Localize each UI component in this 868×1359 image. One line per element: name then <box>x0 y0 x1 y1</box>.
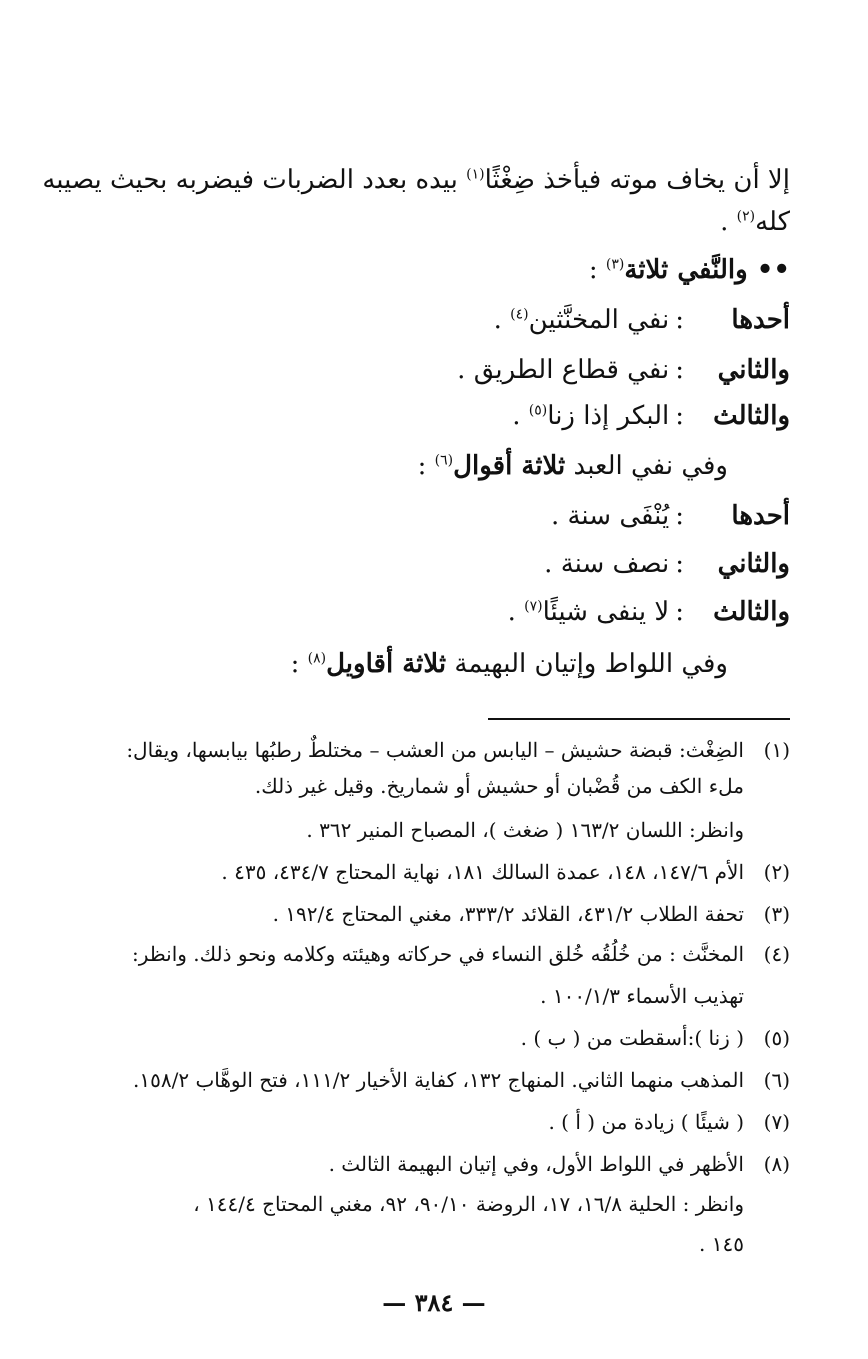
list-item <box>544 544 790 584</box>
footnote-5 <box>521 1023 790 1053</box>
footnote-number: (١) <box>763 738 790 762</box>
item-label: والثاني <box>717 549 790 579</box>
body-text: كله <box>755 207 790 237</box>
body-text: بيده بعدد الضربات فيضربه بحيث يصيبه <box>42 165 467 195</box>
footnote-text: تحفة الطلاب ٤٣١/٢، القلائد ٣٣٣/٢، مغني المحتاج ١٩٢/٤ . <box>272 902 744 926</box>
footnote-1 <box>126 735 790 765</box>
footnote-number: (٢) <box>763 860 790 884</box>
footnote-8 <box>329 1149 790 1179</box>
footnote-ref[interactable]: (١) <box>466 166 485 183</box>
footnote-4 <box>132 939 790 969</box>
item-label: أحدها <box>731 501 790 531</box>
item-label: والثاني <box>717 355 790 385</box>
footnote-text: الضِغْث: قبضة حشيش – اليابس من العشب – مختلطٌ رطبُها بيابسها، ويقال: <box>126 738 744 762</box>
heading-colon: : <box>588 255 606 285</box>
footnote-ref[interactable]: (٨) <box>307 650 327 667</box>
item-label: والثالث <box>713 401 790 431</box>
footnote-number: (٨) <box>763 1152 790 1176</box>
list-item <box>551 496 790 536</box>
heading-colon: : <box>290 649 308 679</box>
footnote-ref[interactable]: (٥) <box>528 402 548 419</box>
heading-text: •• والنَّفي <box>668 255 790 285</box>
item-sep: : <box>675 355 684 385</box>
item-sep: : <box>675 401 684 431</box>
item-text: يُنْفَى سنة . <box>550 501 670 531</box>
body-text: إلا أن يخاف موته فيأخذ ضِغْثًا <box>484 165 790 195</box>
footnote-text: المذهب منهما الثاني. المنهاج ١٣٢، كفاية الأخيار ١١١/٢، فتح الوهَّاب ١٥٨/٢. <box>133 1068 744 1092</box>
footnote-4-cont <box>540 981 744 1011</box>
item-end: . <box>493 305 511 335</box>
item-sep: : <box>675 549 684 579</box>
item-label: أحدها <box>731 305 790 335</box>
body-text: . <box>720 207 737 237</box>
footnote-number: (٣) <box>763 902 790 926</box>
section-heading-liwat <box>291 644 728 684</box>
item-label: والثالث <box>713 597 790 627</box>
heading-text: وفي نفي العبد <box>565 451 728 481</box>
item-sep: : <box>675 597 684 627</box>
list-item <box>457 350 790 390</box>
heading-text: وفي اللواط وإتيان البهيمة <box>446 649 728 679</box>
body-line-2 <box>720 202 790 242</box>
footnote-text: وانظر : الحلية ١٦/٨، ١٧، الروضة ٩٠/١٠، ٩٢، مغني المحتاج ١٤٤/٤ ، <box>193 1192 744 1216</box>
item-end: . <box>507 597 525 627</box>
footnote-1-cont <box>306 815 744 845</box>
footnote-text: وانظر: اللسان ١٦٣/٢ ( ضغث )، المصباح المنير ٣٦٢ . <box>306 818 744 842</box>
footnote-6 <box>133 1065 790 1095</box>
footnote-number: (٥) <box>763 1026 790 1050</box>
heading-colon: : <box>417 451 435 481</box>
item-text: البكر إذا زنا <box>547 401 670 431</box>
item-text: نفي قطاع الطريق . <box>457 355 670 385</box>
footnote-text: تهذيب الأسماء ١٠٠/١/٣ . <box>540 984 744 1008</box>
item-end: . <box>512 401 529 431</box>
footnote-text: الأم ١٤٧/٦، ١٤٨، عمدة السالك ١٨١، نهاية المحتاج ٤٣٤/٧، ٤٣٥ . <box>221 860 744 884</box>
list-item <box>512 396 790 436</box>
footnote-text: المخنَّث : من خُلُقُه خُلق النساء في حركاته وهيئته وكلامه ونحو ذلك. وانظر: <box>131 942 744 966</box>
heading-bold-text: ثلاثة <box>624 255 669 285</box>
footnote-text: ملء الكف من قُضْبان أو حشيش أو شماريخ. وقيل غير ذلك. <box>254 774 744 798</box>
heading-bold-text: ثلاثة أقاويل <box>326 649 447 679</box>
item-sep: : <box>675 305 684 335</box>
footnote-ref[interactable]: (٦) <box>434 452 454 469</box>
footnote-ref[interactable]: (٤) <box>510 306 529 323</box>
footnote-3 <box>273 899 790 929</box>
footnote-7 <box>548 1107 790 1137</box>
item-text: نفي المخنَّثين <box>528 305 670 335</box>
footnote-1-cont <box>255 771 744 801</box>
list-item <box>508 592 790 632</box>
item-sep: : <box>675 501 684 531</box>
list-item <box>494 300 790 340</box>
footnote-ref[interactable]: (٧) <box>524 598 543 615</box>
item-text: نصف سنة . <box>544 549 670 579</box>
footnote-text: ١٤٥ . <box>699 1232 744 1256</box>
footnote-8-cont <box>193 1189 744 1219</box>
footnote-number: (٦) <box>763 1068 790 1092</box>
section-heading-exile <box>589 250 790 290</box>
footnote-number: (٤) <box>763 942 790 966</box>
section-heading-slave <box>418 446 728 486</box>
heading-bold-text: ثلاثة أقوال <box>453 451 566 481</box>
footnote-ref[interactable]: (٢) <box>736 208 756 225</box>
footnote-8-cont <box>699 1229 744 1259</box>
body-line-1 <box>42 160 790 200</box>
footnote-text: ( زنا ):أسقطت من ( ب ) . <box>520 1026 744 1050</box>
page-number: — ٣٨٤ — <box>382 1288 486 1317</box>
footnote-text: الأظهر في اللواط الأول، وفي إتيان البهيمة الثالث . <box>328 1152 744 1176</box>
footnote-2 <box>221 857 790 887</box>
footnote-divider <box>488 718 790 720</box>
footnote-number: (٧) <box>763 1110 790 1134</box>
item-text: لا ينفى شيئًا <box>542 597 670 627</box>
footnote-text: ( شيئًا ) زيادة من ( أ ) . <box>548 1110 744 1134</box>
footnote-ref[interactable]: (٣) <box>605 256 625 273</box>
